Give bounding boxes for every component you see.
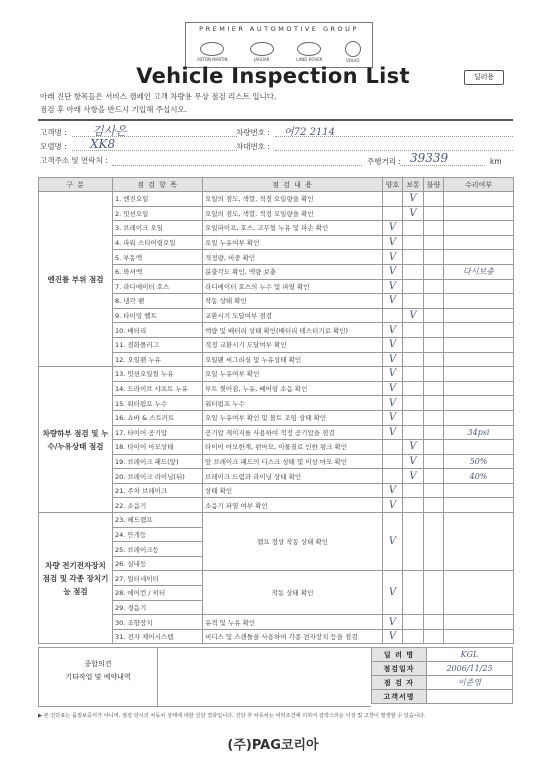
item-cell: 11. 점화플러그 [113,337,203,352]
content-cell: 브레이크 드럼과 라이닝 상태 확인 [203,469,383,484]
sign-row-date [372,662,513,676]
repair-cell [444,513,514,571]
bad-mark [424,352,444,367]
normal-mark [403,250,424,265]
intro-line-2: 점검 후 아래 사항을 반드시 기입해 주십시오. [40,105,188,114]
summary-notes-area [158,647,371,707]
repair-cell [444,615,514,630]
item-cell: 17. 타이어 공기압 [113,425,203,440]
model-label: 모델명 : [40,142,67,151]
good-mark [383,454,403,469]
header-repair: 수리여부 [444,178,514,192]
model-value: XK8 [90,137,116,151]
repair-cell [444,410,514,425]
sign-label: 점검일자 [372,662,427,676]
good-mark: V [383,294,403,309]
bad-mark [424,308,444,323]
repair-cell [444,323,514,338]
bad-mark [424,615,444,630]
normal-mark [403,615,424,630]
header-category: 구 분 [39,178,113,192]
address-line [112,165,362,166]
bad-mark [424,381,444,396]
land-rover-logo-icon: LAND ROVER [296,42,322,62]
content-cell: 오일의 점도, 색깔, 적정 오일량을 확인 [203,192,383,207]
customer-name-value: 김사은 [92,124,127,138]
item-cell: 20. 브레이크 라이닝(뒤) [113,469,203,484]
content-cell: 작동 상태 확인 [203,294,383,309]
repair-cell [444,337,514,352]
mileage-unit: km [490,157,502,166]
item-cell: 24. 안개등 [113,527,203,542]
content-cell: 오일팬 씨그리싱 및 누유상태 확인 [203,352,383,367]
item-cell: 22. 소음기 [113,498,203,513]
bad-mark [424,221,444,236]
item-cell: 30. 조향장치 [113,615,203,630]
good-mark: V [383,323,403,338]
good-mark: V [383,235,403,250]
bad-mark [424,192,444,207]
content-cell: 분출각도 확인, 액량 보충 [203,264,383,279]
merged-content-cell: 램프 정상 작동 상태 확인 [203,513,383,571]
header-item: 점 검 항 목 [113,178,203,192]
content-cell: 액량 및 배터리 상태 확인(배터리 테스터기로 확인) [203,323,383,338]
mileage-value: 39339 [410,151,449,165]
bad-mark [424,367,444,382]
good-mark: V [383,367,403,382]
good-mark [383,206,403,221]
header-bad: 불량 [424,178,444,192]
repair-cell [444,250,514,265]
normal-mark [403,323,424,338]
content-cell: 오일의 점도, 색깔, 적정 오일량을 확인 [203,206,383,221]
item-cell: 27. 얼터네이터 [113,571,203,586]
bad-mark [424,396,444,411]
repair-cell [444,294,514,309]
normal-mark [403,483,424,498]
repair-cell [444,279,514,294]
item-cell: 25. 브레이크등 [113,542,203,557]
repair-cell: 34psi [444,425,514,440]
summary-label-opinion: 종합의견 [84,660,112,668]
document-title: Vehicle Inspection List [136,64,410,88]
good-mark: V [383,250,403,265]
repair-cell [444,571,514,615]
repair-cell: 40% [444,469,514,484]
good-mark: V [383,352,403,367]
item-cell: 8. 냉각 팬 [113,294,203,309]
content-cell: 비디스 및 스캔툴을 사용하여 각종 전자장치 등을 점검 [203,629,383,644]
content-cell: 소음기 파열 여부 확인 [203,498,383,513]
normal-mark [403,381,424,396]
brand-group-name: PREMIER AUTOMOTIVE GROUP [199,25,359,33]
normal-mark [403,425,424,440]
good-mark: V [383,279,403,294]
normal-mark [403,294,424,309]
good-mark: V [383,337,403,352]
repair-cell [444,235,514,250]
address-label: 고객주소 및 연락처 : [40,156,108,165]
good-mark [383,308,403,323]
good-mark: V [383,396,403,411]
item-cell: 19. 브레이크 패드(앞) [113,454,203,469]
sign-value-inspector: 이준영 [427,676,513,690]
disclaimer-note: ▶ 본 진단표는 품질보증서가 아니며, 점검 당시의 차동차 상태에 대한 진단 결과입니다. 진단 후 차동차는 여러조건에 의하여 감작스러운 이상 및 고장이 발생할 수 있습니다. [38,713,426,719]
normal-mark [403,498,424,513]
bad-mark [424,513,444,571]
normal-mark [403,221,424,236]
content-cell: 교환시기 도달여부 점검 [203,308,383,323]
bad-mark [424,469,444,484]
item-cell: 26. 실내등 [113,556,203,571]
item-cell: 9. 타이밍 벨트 [113,308,203,323]
repair-cell [444,396,514,411]
item-cell: 31. 전자 제어시스템 [113,629,203,644]
sign-label: 딜 러 명 [372,648,427,662]
normal-mark: V [403,206,424,221]
aston-martin-logo-icon: ASTON MARTIN [197,42,227,62]
bad-mark [424,483,444,498]
content-cell: 오일파이프, 호스, 고무씰 누유 및 파손 확인 [203,221,383,236]
merged-content-cell: 작동 상태 확인 [203,571,383,615]
table-row [39,513,514,528]
table-header-row [39,178,514,192]
repair-cell [444,192,514,207]
vin-line [275,150,513,151]
mileage-label: 주행거리 : [367,157,401,166]
vin-label: 차대번호 : [236,142,270,151]
table-row [39,192,514,207]
bad-mark [424,571,444,615]
bad-mark [424,323,444,338]
plate-label: 차량번호 : [236,128,270,137]
good-mark [383,469,403,484]
bad-mark [424,294,444,309]
header-good: 양호 [383,178,403,192]
bad-mark [424,454,444,469]
good-mark: V [383,615,403,630]
repair-cell [444,206,514,221]
item-cell: 3. 브레이크 오일 [113,221,203,236]
table-row [39,367,514,382]
sign-row-customer [372,690,513,704]
category-cell: 엔진룸 부위 점검 [39,192,113,367]
bad-mark [424,279,444,294]
repair-cell [444,308,514,323]
repair-cell [444,367,514,382]
item-cell: 28. 에어컨 / 히터 [113,586,203,601]
item-cell: 16. 쇼바 & 스트러트 [113,410,203,425]
item-cell: 13. 밋션오일씰 누유 [113,367,203,382]
summary-block [38,647,513,707]
bad-mark [424,264,444,279]
header-normal: 보통 [403,178,424,192]
dealer-copy-badge: 딜러용 [464,70,504,85]
bad-mark [424,498,444,513]
mileage-line [400,165,485,166]
good-mark: V [383,513,403,571]
item-cell: 18. 타이어 마모상태 [113,440,203,455]
item-cell: 7. 라디에이터 호스 [113,279,203,294]
item-cell: 10. 배터리 [113,323,203,338]
normal-mark [403,279,424,294]
content-cell: 워터펌프 누수 [203,396,383,411]
item-cell: 12. 오일팬 누유 [113,352,203,367]
bad-mark [424,250,444,265]
good-mark: V [383,425,403,440]
content-cell: 상태 확인 [203,483,383,498]
content-cell: 앞 브레이크 패드의 디스크 상태 및 이상 마모 확인 [203,454,383,469]
repair-cell [444,440,514,455]
company-name: (주)PAG코리아 [227,738,319,753]
summary-label-reservation: 기타작업 및 예약내역 [65,673,131,681]
brand-logos [186,39,372,65]
normal-mark: V [403,469,424,484]
content-cell: 타이어 마모한계, 편마모, 이물질로 인한 펑크 확인 [203,440,383,455]
item-cell: 14. 드라이브 샤프트 누유 [113,381,203,396]
good-mark: V [383,221,403,236]
good-mark [383,440,403,455]
good-mark: V [383,498,403,513]
content-cell: 공기압 게이지를 사용하여 적정 공기압을 점검 [203,425,383,440]
content-cell: 오일 누유여부 확인 [203,367,383,382]
customer-name-label: 고객명 : [40,128,67,137]
item-cell: 5. 부동액 [113,250,203,265]
good-mark: V [383,629,403,644]
bad-mark [424,410,444,425]
sign-row-inspector [372,676,513,690]
item-cell: 2. 밋션오일 [113,206,203,221]
sign-label: 점 검 자 [372,676,427,690]
normal-mark [403,571,424,615]
item-cell: 6. 와셔액 [113,264,203,279]
sign-value-customer [427,690,513,704]
summary-label-cell [38,647,158,707]
inspection-table [38,177,514,644]
normal-mark [403,629,424,644]
sign-label: 고객서명 [372,690,427,704]
bad-mark [424,337,444,352]
content-cell: 적정 교환시기 도달여부 확인 [203,337,383,352]
bad-mark [424,206,444,221]
jaguar-logo-icon: JAGUAR [250,42,274,62]
repair-cell [444,381,514,396]
content-cell: 오일 누유여부 확인 및 볼트 조임 상태 확인 [203,410,383,425]
item-cell: 1. 엔진오일 [113,192,203,207]
normal-mark: V [403,454,424,469]
repair-cell [444,483,514,498]
item-cell: 21. 주차 브레이크 [113,483,203,498]
normal-mark [403,337,424,352]
bad-mark [424,425,444,440]
category-cell: 차량하부 점검 및 누수/누유상태 점검 [39,367,113,513]
normal-mark [403,264,424,279]
good-mark: V [383,571,403,615]
normal-mark [403,235,424,250]
bad-mark [424,440,444,455]
item-cell: 29. 경음기 [113,600,203,615]
good-mark [383,192,403,207]
normal-mark: V [403,308,424,323]
header-divider [38,119,513,121]
good-mark: V [383,381,403,396]
content-cell: 적정량, 비중 확인 [203,250,383,265]
sign-row-dealer [372,648,513,662]
normal-mark: V [403,440,424,455]
normal-mark [403,367,424,382]
repair-cell: 50% [444,454,514,469]
item-cell: 23. 헤드램프 [113,513,203,528]
signature-table [371,647,513,704]
good-mark: V [383,264,403,279]
good-mark: V [383,483,403,498]
volvo-logo-icon: VOLVO [345,41,361,63]
normal-mark [403,513,424,571]
content-cell: 오일 누유여부 확인 [203,235,383,250]
bad-mark [424,629,444,644]
plate-value: 여72 2114 [284,127,336,138]
item-cell: 4. 파워 스티어링오일 [113,235,203,250]
content-cell: 유격 및 누유 확인 [203,615,383,630]
header-content: 점 검 내 용 [203,178,383,192]
content-cell: 부트 찢어짐, 누유, 베어링 소음 확인 [203,381,383,396]
bad-mark [424,235,444,250]
intro-line-1: 아래 진단 항목들은 서비스 캠페인 고객 차량용 무상 점검 리스트 입니다. [40,92,277,101]
brand-box [185,22,373,68]
item-cell: 15. 워터펌프 누수 [113,396,203,411]
repair-cell: 다시보충 [444,264,514,279]
normal-mark [403,396,424,411]
repair-cell [444,629,514,644]
normal-mark [403,410,424,425]
repair-cell [444,352,514,367]
normal-mark: V [403,192,424,207]
content-cell: 라디에이터 호스의 누수 및 파열 확인 [203,279,383,294]
repair-cell [444,498,514,513]
repair-cell [444,221,514,236]
sign-value-dealer: KGL [427,648,513,662]
normal-mark [403,352,424,367]
good-mark: V [383,410,403,425]
sign-value-date: 2006/11/25 [427,662,513,676]
category-cell: 차량 전기전자장치 점검 및 각종 장치기능 점검 [39,513,113,644]
